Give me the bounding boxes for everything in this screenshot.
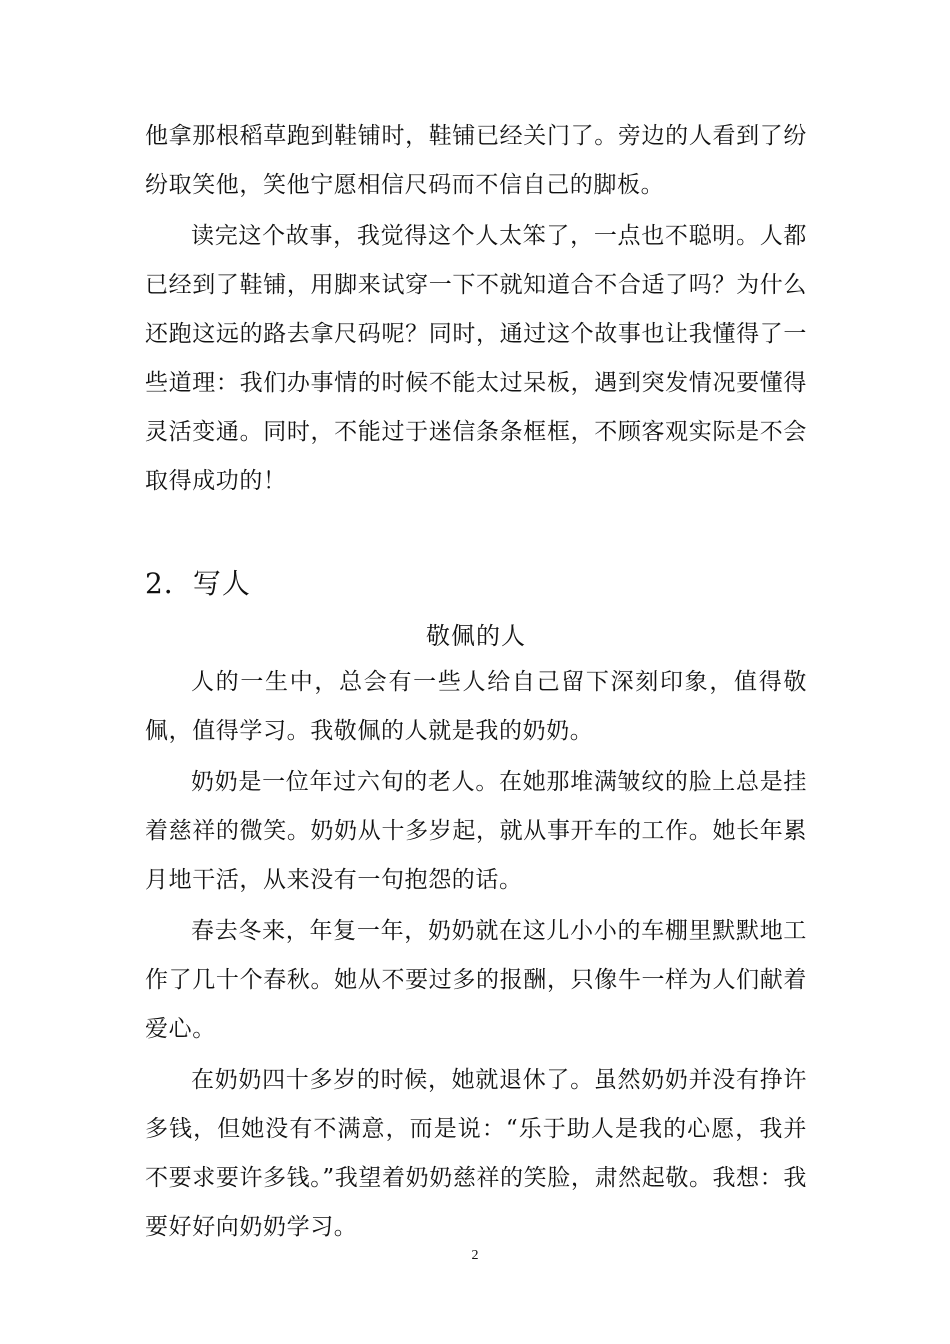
page-number: 2	[471, 1248, 479, 1263]
section-heading: 2．写人	[145, 567, 251, 600]
page-body	[145, 112, 807, 1254]
article-paragraph: 春去冬来，年复一年，奶奶就在这儿小小的车棚里默默地工作了几十个春秋。她从不要过多的报酬，只像牛一样为人们献着爱心。	[145, 918, 807, 1042]
article-paragraph: 人的一生中，总会有一些人给自己留下深刻印象，值得敬佩，值得学习。我敬佩的人就是我的奶奶。	[145, 669, 807, 744]
article-title: 敬佩的人	[426, 622, 526, 650]
continuation-paragraph: 他拿那根稻草跑到鞋铺时，鞋铺已经关门了。旁边的人看到了纷纷取笑他，笑他宁愿相信尺码而不信自己的脚板。	[145, 123, 807, 198]
article-paragraph: 奶奶是一位年过六旬的老人。在她那堆满皱纹的脸上总是挂着慈祥的微笑。奶奶从十多岁起，就从事开车的工作。她长年累月地干活，从来没有一句抱怨的话。	[145, 769, 807, 893]
reflection-paragraph: 读完这个故事，我觉得这个人太笨了，一点也不聪明。人都已经到了鞋铺，用脚来试穿一下不就知道合不合适了吗？为什么还跑这远的路去拿尺码呢？同时，通过这个故事也让我懂得了一些道理：我们办事情的时候不能太过呆板，遇到突发情况要懂得灵活变通。同时，不能过于迷信条条框框，不顾客观实际是不会取得成功的！	[145, 223, 807, 494]
article-paragraph: 在奶奶四十多岁的时候，她就退休了。虽然奶奶并没有挣许多钱，但她没有不满意，而是说：“乐于助人是我的心愿，我并不要求要许多钱。”我望着奶奶慈祥的笑脸，肃然起敬。我想：我要好好向奶奶学习。	[145, 1067, 807, 1240]
